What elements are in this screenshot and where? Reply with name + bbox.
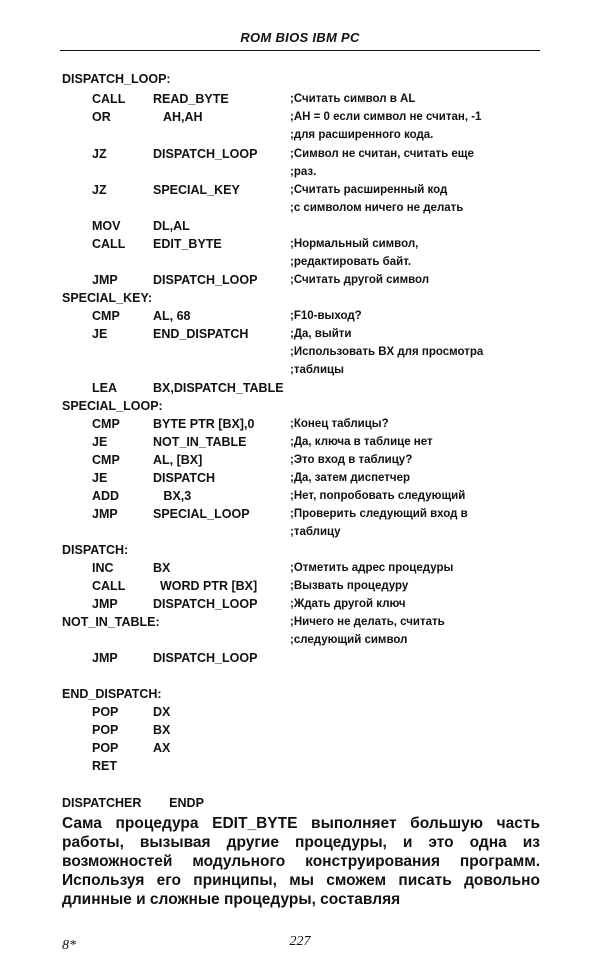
- code-comment: ;Ждать другой ключ: [290, 598, 406, 610]
- code-comment: ;Считать другой символ: [290, 274, 430, 286]
- header-rule: [60, 50, 540, 51]
- code-line: [0, 613, 600, 631]
- code-line: [0, 90, 600, 108]
- code-operand: SPECIAL_LOOP: [153, 507, 250, 521]
- code-line: [0, 271, 600, 289]
- code-line: [0, 541, 600, 559]
- code-comment: ;Да, затем диспетчер: [290, 472, 411, 484]
- code-comment: ;F10-выход?: [290, 310, 362, 322]
- code-line: [0, 487, 600, 505]
- code-operand: NOT_IN_TABLE: [153, 435, 247, 449]
- code-comment: ;редактировать байт.: [290, 256, 412, 268]
- code-comment: ;Да, ключа в таблице нет: [290, 436, 433, 448]
- code-line: [0, 577, 600, 595]
- code-line: [0, 433, 600, 451]
- code-operand: BX: [153, 723, 171, 737]
- code-comment: ;Проверить следующий вход в: [290, 508, 468, 520]
- signature-mark: 8*: [62, 938, 76, 953]
- code-line: [0, 108, 600, 126]
- code-opcode: LEA: [92, 381, 117, 395]
- code-opcode: POP: [92, 741, 119, 755]
- code-line: [0, 199, 600, 217]
- code-operand: DISPATCH_LOOP: [153, 651, 258, 665]
- code-comment: ;Считать символ в AL: [290, 93, 416, 105]
- code-label: SPECIAL_KEY:: [62, 291, 153, 305]
- code-opcode: POP: [92, 723, 119, 737]
- code-operand: DISPATCH_LOOP: [153, 147, 258, 161]
- code-line: [0, 649, 600, 667]
- code-opcode: JE: [92, 327, 108, 341]
- code-comment: ;таблицу: [290, 526, 341, 538]
- code-comment: ;раз.: [290, 166, 317, 178]
- code-line: [0, 307, 600, 325]
- code-comment: ;Конец таблицы?: [290, 418, 389, 430]
- code-line: [0, 379, 600, 397]
- code-opcode: CALL: [92, 92, 126, 106]
- code-line: [0, 325, 600, 343]
- code-label: DISPATCH:: [62, 543, 129, 557]
- code-operand: END_DISPATCH: [153, 327, 249, 341]
- code-line: [0, 721, 600, 739]
- code-line: [0, 235, 600, 253]
- code-line: [0, 181, 600, 199]
- code-comment: ;с символом ничего не делать: [290, 202, 464, 214]
- code-operand: EDIT_BYTE: [153, 237, 222, 251]
- code-line: [0, 253, 600, 271]
- code-label: DISPATCH_LOOP:: [62, 72, 171, 86]
- code-opcode: JMP: [92, 507, 118, 521]
- code-line: [0, 523, 600, 541]
- body-paragraph: Сама процедура EDIT_BYTE выполняет большую часть работы, вызывая другие процедуры, и это одна из возможностей модульного конструирования программ. Используя его принципы, мы сможем писать довольно длинные и сложные процедуры, составляя: [62, 815, 540, 908]
- code-opcode: JE: [92, 471, 108, 485]
- code-opcode: MOV: [92, 219, 121, 233]
- code-operand: BX,3: [153, 489, 192, 503]
- code-opcode: CMP: [92, 417, 120, 431]
- code-operand: AX: [153, 741, 171, 755]
- code-operand: DISPATCH_LOOP: [153, 597, 258, 611]
- code-line: [0, 631, 600, 649]
- code-opcode: JMP: [92, 651, 118, 665]
- code-opcode: CALL: [92, 237, 126, 251]
- code-comment: ;Нормальный символ,: [290, 238, 419, 250]
- running-header: ROM BIOS IBM PC: [240, 30, 360, 45]
- code-comment: ;Ничего не делать, считать: [290, 616, 445, 628]
- code-opcode: CMP: [92, 453, 120, 467]
- code-operand: BX: [153, 561, 171, 575]
- code-line: [0, 703, 600, 721]
- code-line: [0, 757, 600, 775]
- code-comment: ;Считать расширенный код: [290, 184, 448, 196]
- code-line: [0, 145, 600, 163]
- code-comment: ;Это вход в таблицу?: [290, 454, 413, 466]
- code-comment: ;Вызвать процедуру: [290, 580, 409, 592]
- code-line: [0, 739, 600, 757]
- code-operand: WORD PTR [BX]: [153, 579, 258, 593]
- code-opcode: CALL: [92, 579, 126, 593]
- code-line: [0, 505, 600, 523]
- code-opcode: JE: [92, 435, 108, 449]
- code-line: [0, 415, 600, 433]
- code-label: END_DISPATCH:: [62, 687, 162, 701]
- code-operand: SPECIAL_KEY: [153, 183, 240, 197]
- code-comment: ;Использовать BX для просмотра: [290, 346, 484, 358]
- page-number: 227: [289, 934, 311, 949]
- code-operand: DISPATCH_LOOP: [153, 273, 258, 287]
- code-line: [0, 70, 600, 88]
- code-line: [0, 595, 600, 613]
- code-line: [0, 126, 600, 144]
- code-comment: ;AH = 0 если символ не считан, -1: [290, 111, 482, 123]
- code-label: SPECIAL_LOOP:: [62, 399, 163, 413]
- code-line: [0, 794, 600, 812]
- code-operand: DX: [153, 705, 171, 719]
- code-operand: DL,AL: [153, 219, 190, 233]
- code-operand: AL, [BX]: [153, 453, 203, 467]
- code-opcode: OR: [92, 110, 111, 124]
- code-opcode: JMP: [92, 597, 118, 611]
- code-opcode: POP: [92, 705, 119, 719]
- code-line: [0, 163, 600, 181]
- code-operand: DISPATCH: [153, 471, 216, 485]
- code-opcode: JZ: [92, 147, 107, 161]
- code-line: [0, 451, 600, 469]
- code-comment: ;Да, выйти: [290, 328, 352, 340]
- code-comment: ;Символ не считан, считать еще: [290, 148, 474, 160]
- code-line: [0, 397, 600, 415]
- code-opcode: RET: [92, 759, 117, 773]
- code-operand: AL, 68: [153, 309, 191, 323]
- code-comment: ;Нет, попробовать следующий: [290, 490, 466, 502]
- code-opcode: CMP: [92, 309, 120, 323]
- code-comment: ;для расширенного кода.: [290, 129, 434, 141]
- code-line: [0, 685, 600, 703]
- code-operand: READ_BYTE: [153, 92, 229, 106]
- code-opcode: ADD: [92, 489, 120, 503]
- code-operand: BYTE PTR [BX],0: [153, 417, 255, 431]
- code-label: DISPATCHER ENDP: [62, 796, 204, 810]
- code-comment: ;Отметить адрес процедуры: [290, 562, 454, 574]
- code-opcode: INC: [92, 561, 114, 575]
- code-opcode: JMP: [92, 273, 118, 287]
- code-comment: ;таблицы: [290, 364, 344, 376]
- code-operand: BX,DISPATCH_TABLE: [153, 381, 284, 395]
- code-opcode: JZ: [92, 183, 107, 197]
- code-line: [0, 289, 600, 307]
- code-operand: AH,AH: [153, 110, 203, 124]
- code-line: [0, 343, 600, 361]
- code-line: [0, 217, 600, 235]
- code-line: [0, 361, 600, 379]
- code-line: [0, 559, 600, 577]
- code-label: NOT_IN_TABLE:: [62, 615, 160, 629]
- code-comment: ;следующий символ: [290, 634, 408, 646]
- code-line: [0, 469, 600, 487]
